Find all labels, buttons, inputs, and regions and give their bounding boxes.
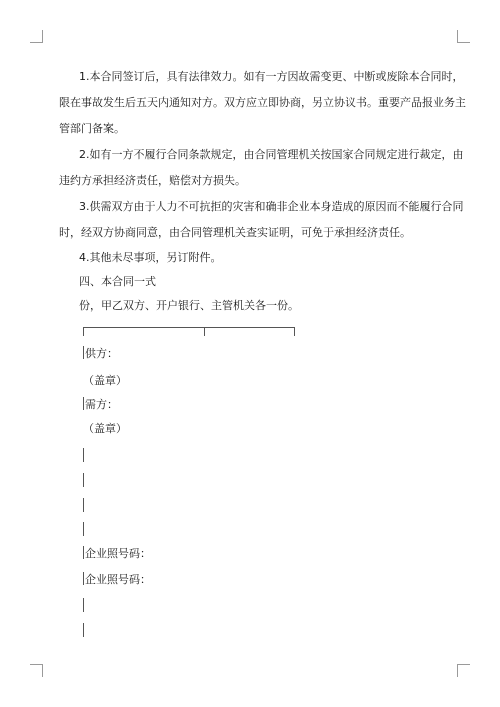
license-number-field-1 bbox=[83, 546, 151, 562]
clause-1-line-3: 管部门备案。 bbox=[59, 122, 125, 135]
cell-border bbox=[83, 473, 84, 487]
cell-border bbox=[83, 598, 84, 612]
section-four-heading: 四、本合同一式 bbox=[79, 275, 156, 288]
clause-2-line-2: 违约方承担经济责任，赔偿对方损失。 bbox=[59, 174, 246, 187]
buyer-field bbox=[83, 397, 118, 413]
cell-border bbox=[83, 623, 84, 637]
cell-border bbox=[83, 346, 84, 359]
buyer-label: 需方： bbox=[85, 398, 118, 411]
clause-1-line-2: 限在事故发生后五天内通知对方。双方应立即协商，另立协议书。重要产品报业务主 bbox=[59, 96, 466, 109]
clause-1-line-1: 1.本合同签订后，具有法律效力。如有一方因故需变更、中断或废除本合同时， bbox=[79, 70, 464, 83]
cell-border bbox=[83, 572, 84, 585]
clause-4: 4.其他未尽事项，另订附件。 bbox=[79, 251, 222, 264]
crop-mark-bottom-right bbox=[457, 664, 470, 677]
table-col-divider bbox=[294, 327, 295, 336]
crop-mark-bottom-left bbox=[30, 664, 43, 677]
table-top-line bbox=[83, 327, 295, 328]
cell-border bbox=[83, 397, 84, 410]
license-number-field-2 bbox=[83, 572, 151, 588]
crop-mark-top-left bbox=[30, 30, 43, 43]
supplier-field bbox=[83, 346, 118, 362]
table-col-divider bbox=[204, 327, 205, 336]
copies-line: 份，甲乙双方、开户银行、主管机关各一份。 bbox=[79, 299, 299, 312]
clause-2-line-1: 2.如有一方不履行合同条款规定，由合同管理机关按国家合同规定进行裁定，由 bbox=[79, 148, 464, 161]
crop-mark-top-right bbox=[457, 30, 470, 43]
cell-border bbox=[83, 546, 84, 559]
clause-3-line-1: 3.供需双方由于人力不可抗拒的灾害和确非企业本身造成的原因而不能履行合同 bbox=[79, 200, 464, 213]
signature-table-top-border bbox=[83, 327, 295, 336]
license-number-label-2: 企业照号码： bbox=[85, 573, 151, 586]
cell-border bbox=[83, 448, 84, 462]
clause-3-line-2: 时，经双方协商同意，由合同管理机关查实证明，可免于承担经济责任。 bbox=[59, 226, 411, 239]
cell-border bbox=[83, 498, 84, 512]
license-number-label-1: 企业照号码： bbox=[85, 547, 151, 560]
buyer-seal: （盖章） bbox=[83, 422, 127, 435]
supplier-seal: （盖章） bbox=[83, 374, 127, 387]
cell-border bbox=[83, 522, 84, 536]
table-col-divider bbox=[83, 327, 84, 336]
supplier-label: 供方： bbox=[85, 347, 118, 360]
